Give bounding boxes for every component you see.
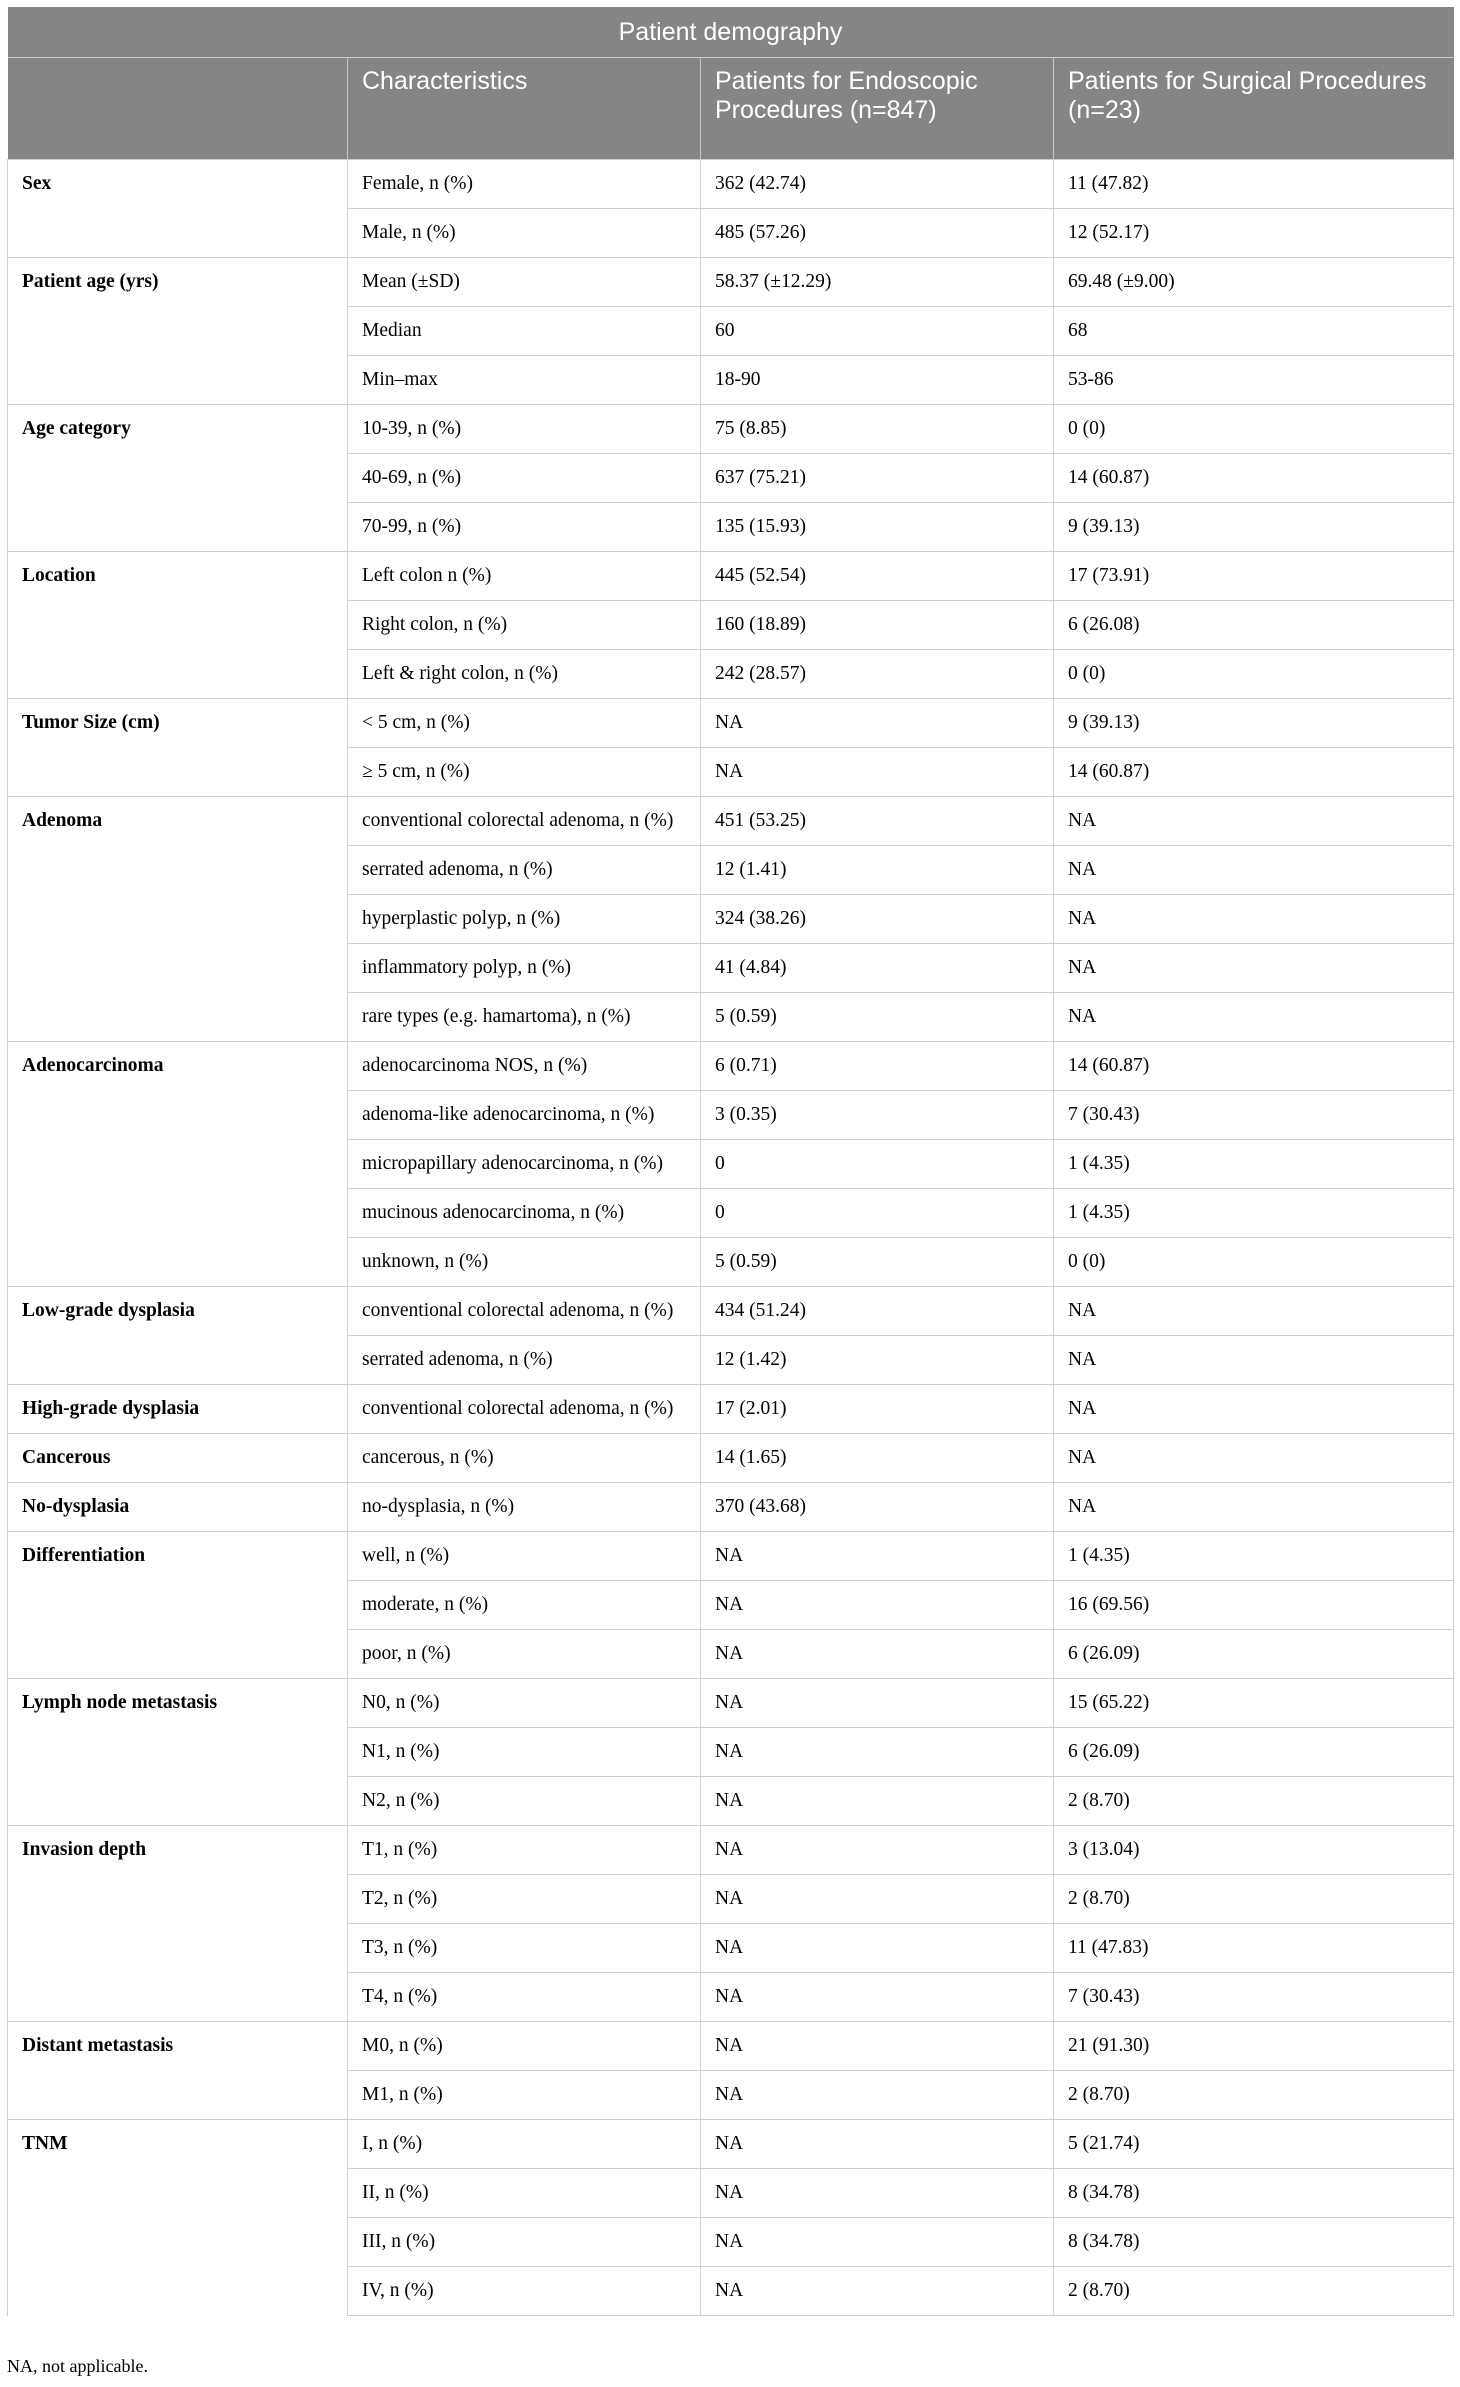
characteristic-cell: micropapillary adenocarcinoma, n (%) (348, 1140, 701, 1189)
category-cell: Adenocarcinoma (8, 1042, 348, 1287)
endoscopic-value-cell: NA (701, 1973, 1054, 2022)
characteristic-cell: II, n (%) (348, 2169, 701, 2218)
category-cell: Sex (8, 160, 348, 258)
table-row (8, 1434, 1454, 1483)
surgical-value-cell: 7 (30.43) (1054, 1973, 1454, 2022)
surgical-value-cell: 2 (8.70) (1054, 2267, 1454, 2316)
table-row (8, 1483, 1454, 1532)
endoscopic-value-cell: NA (701, 2071, 1054, 2120)
table-row (8, 1385, 1454, 1434)
endoscopic-value-cell: NA (701, 1777, 1054, 1826)
table-row (8, 552, 1454, 601)
endoscopic-value-cell: 0 (701, 1189, 1054, 1238)
characteristic-cell: Left & right colon, n (%) (348, 650, 701, 699)
endoscopic-value-cell: NA (701, 1728, 1054, 1777)
table-row (8, 1826, 1454, 1875)
surgical-value-cell: 5 (21.74) (1054, 2120, 1454, 2169)
surgical-value-cell: 2 (8.70) (1054, 2071, 1454, 2120)
header-characteristics: Characteristics (348, 58, 701, 160)
endoscopic-value-cell: 75 (8.85) (701, 405, 1054, 454)
endoscopic-value-cell: NA (701, 2169, 1054, 2218)
characteristic-cell: N0, n (%) (348, 1679, 701, 1728)
patient-demography-table (7, 7, 1454, 2316)
surgical-value-cell: NA (1054, 1434, 1454, 1483)
category-cell: Age category (8, 405, 348, 552)
surgical-value-cell: 15 (65.22) (1054, 1679, 1454, 1728)
surgical-value-cell: NA (1054, 1336, 1454, 1385)
endoscopic-value-cell: 324 (38.26) (701, 895, 1054, 944)
characteristic-cell: rare types (e.g. hamartoma), n (%) (348, 993, 701, 1042)
endoscopic-value-cell: NA (701, 1826, 1054, 1875)
endoscopic-value-cell: NA (701, 1630, 1054, 1679)
surgical-value-cell: 0 (0) (1054, 1238, 1454, 1287)
characteristic-cell: inflammatory polyp, n (%) (348, 944, 701, 993)
surgical-value-cell: 16 (69.56) (1054, 1581, 1454, 1630)
characteristic-cell: 40-69, n (%) (348, 454, 701, 503)
surgical-value-cell: 68 (1054, 307, 1454, 356)
characteristic-cell: N1, n (%) (348, 1728, 701, 1777)
category-cell: High-grade dysplasia (8, 1385, 348, 1434)
table-row (8, 160, 1454, 209)
characteristic-cell: mucinous adenocarcinoma, n (%) (348, 1189, 701, 1238)
endoscopic-value-cell: NA (701, 1581, 1054, 1630)
characteristic-cell: Left colon n (%) (348, 552, 701, 601)
endoscopic-value-cell: 17 (2.01) (701, 1385, 1054, 1434)
table-row (8, 1287, 1454, 1336)
characteristic-cell: poor, n (%) (348, 1630, 701, 1679)
surgical-value-cell: NA (1054, 797, 1454, 846)
characteristic-cell: well, n (%) (348, 1532, 701, 1581)
characteristic-cell: IV, n (%) (348, 2267, 701, 2316)
category-cell: Adenoma (8, 797, 348, 1042)
surgical-value-cell: NA (1054, 1287, 1454, 1336)
category-cell: Differentiation (8, 1532, 348, 1679)
endoscopic-value-cell: 362 (42.74) (701, 160, 1054, 209)
endoscopic-value-cell: NA (701, 748, 1054, 797)
surgical-value-cell: NA (1054, 1385, 1454, 1434)
characteristic-cell: serrated adenoma, n (%) (348, 846, 701, 895)
category-cell: Lymph node metastasis (8, 1679, 348, 1826)
characteristic-cell: T3, n (%) (348, 1924, 701, 1973)
table-title: Patient demography (8, 7, 1454, 58)
endoscopic-value-cell: 12 (1.41) (701, 846, 1054, 895)
characteristic-cell: I, n (%) (348, 2120, 701, 2169)
endoscopic-value-cell: 445 (52.54) (701, 552, 1054, 601)
category-cell: No-dysplasia (8, 1483, 348, 1532)
endoscopic-value-cell: 135 (15.93) (701, 503, 1054, 552)
surgical-value-cell: 14 (60.87) (1054, 1042, 1454, 1091)
table-container (7, 7, 1453, 2316)
endoscopic-value-cell: 160 (18.89) (701, 601, 1054, 650)
surgical-value-cell: 8 (34.78) (1054, 2169, 1454, 2218)
table-row (8, 2120, 1454, 2169)
surgical-value-cell: 21 (91.30) (1054, 2022, 1454, 2071)
characteristic-cell: Median (348, 307, 701, 356)
header-category (8, 58, 348, 160)
endoscopic-value-cell: NA (701, 1924, 1054, 1973)
characteristic-cell: T1, n (%) (348, 1826, 701, 1875)
table-body (8, 160, 1454, 2316)
surgical-value-cell: NA (1054, 993, 1454, 1042)
characteristic-cell: adenocarcinoma NOS, n (%) (348, 1042, 701, 1091)
endoscopic-value-cell: NA (701, 2022, 1054, 2071)
table-row (8, 258, 1454, 307)
table-row (8, 405, 1454, 454)
endoscopic-value-cell: 6 (0.71) (701, 1042, 1054, 1091)
characteristic-cell: unknown, n (%) (348, 1238, 701, 1287)
surgical-value-cell: 2 (8.70) (1054, 1875, 1454, 1924)
surgical-value-cell: 1 (4.35) (1054, 1532, 1454, 1581)
surgical-value-cell: 14 (60.87) (1054, 454, 1454, 503)
endoscopic-value-cell: 58.37 (±12.29) (701, 258, 1054, 307)
characteristic-cell: N2, n (%) (348, 1777, 701, 1826)
characteristic-cell: 10-39, n (%) (348, 405, 701, 454)
surgical-value-cell: 9 (39.13) (1054, 503, 1454, 552)
characteristic-cell: serrated adenoma, n (%) (348, 1336, 701, 1385)
endoscopic-value-cell: 41 (4.84) (701, 944, 1054, 993)
endoscopic-value-cell: 434 (51.24) (701, 1287, 1054, 1336)
characteristic-cell: T4, n (%) (348, 1973, 701, 2022)
endoscopic-value-cell: 3 (0.35) (701, 1091, 1054, 1140)
characteristic-cell: Right colon, n (%) (348, 601, 701, 650)
surgical-value-cell: NA (1054, 1483, 1454, 1532)
characteristic-cell: M1, n (%) (348, 2071, 701, 2120)
surgical-value-cell: 69.48 (±9.00) (1054, 258, 1454, 307)
characteristic-cell: no-dysplasia, n (%) (348, 1483, 701, 1532)
surgical-value-cell: 6 (26.08) (1054, 601, 1454, 650)
category-cell: Tumor Size (cm) (8, 699, 348, 797)
table-row (8, 1532, 1454, 1581)
characteristic-cell: Female, n (%) (348, 160, 701, 209)
endoscopic-value-cell: NA (701, 2218, 1054, 2267)
surgical-value-cell: 14 (60.87) (1054, 748, 1454, 797)
characteristic-cell: conventional colorectal adenoma, n (%) (348, 797, 701, 846)
surgical-value-cell: 6 (26.09) (1054, 1728, 1454, 1777)
surgical-value-cell: 11 (47.83) (1054, 1924, 1454, 1973)
characteristic-cell: ≥ 5 cm, n (%) (348, 748, 701, 797)
category-cell: Distant metastasis (8, 2022, 348, 2120)
endoscopic-value-cell: 18-90 (701, 356, 1054, 405)
endoscopic-value-cell: NA (701, 2120, 1054, 2169)
table-row (8, 1042, 1454, 1091)
table-footnote: NA, not applicable. (7, 2356, 148, 2376)
category-cell: Cancerous (8, 1434, 348, 1483)
characteristic-cell: hyperplastic polyp, n (%) (348, 895, 701, 944)
category-cell: Location (8, 552, 348, 699)
endoscopic-value-cell: 5 (0.59) (701, 1238, 1054, 1287)
endoscopic-value-cell: NA (701, 699, 1054, 748)
endoscopic-value-cell: 5 (0.59) (701, 993, 1054, 1042)
surgical-value-cell: 12 (52.17) (1054, 209, 1454, 258)
category-cell: TNM (8, 2120, 348, 2316)
header-endoscopic: Patients for Endoscopic Procedures (n=847) (701, 58, 1054, 160)
surgical-value-cell: 9 (39.13) (1054, 699, 1454, 748)
surgical-value-cell: 0 (0) (1054, 650, 1454, 699)
endoscopic-value-cell: 0 (701, 1140, 1054, 1189)
characteristic-cell: < 5 cm, n (%) (348, 699, 701, 748)
characteristic-cell: T2, n (%) (348, 1875, 701, 1924)
characteristic-cell: moderate, n (%) (348, 1581, 701, 1630)
endoscopic-value-cell: 14 (1.65) (701, 1434, 1054, 1483)
surgical-value-cell: NA (1054, 895, 1454, 944)
endoscopic-value-cell: 637 (75.21) (701, 454, 1054, 503)
category-cell: Low-grade dysplasia (8, 1287, 348, 1385)
table-row (8, 699, 1454, 748)
endoscopic-value-cell: NA (701, 1679, 1054, 1728)
endoscopic-value-cell: NA (701, 1532, 1054, 1581)
characteristic-cell: Mean (±SD) (348, 258, 701, 307)
surgical-value-cell: 2 (8.70) (1054, 1777, 1454, 1826)
table-row (8, 1679, 1454, 1728)
characteristic-cell: Male, n (%) (348, 209, 701, 258)
characteristic-cell: 70-99, n (%) (348, 503, 701, 552)
surgical-value-cell: 53-86 (1054, 356, 1454, 405)
characteristic-cell: conventional colorectal adenoma, n (%) (348, 1385, 701, 1434)
endoscopic-value-cell: NA (701, 1875, 1054, 1924)
category-cell: Invasion depth (8, 1826, 348, 2022)
characteristic-cell: III, n (%) (348, 2218, 701, 2267)
category-cell: Patient age (yrs) (8, 258, 348, 405)
surgical-value-cell: 1 (4.35) (1054, 1140, 1454, 1189)
surgical-value-cell: NA (1054, 944, 1454, 993)
surgical-value-cell: 8 (34.78) (1054, 2218, 1454, 2267)
characteristic-cell: Min–max (348, 356, 701, 405)
table-row (8, 797, 1454, 846)
characteristic-cell: M0, n (%) (348, 2022, 701, 2071)
surgical-value-cell: 7 (30.43) (1054, 1091, 1454, 1140)
surgical-value-cell: 0 (0) (1054, 405, 1454, 454)
endoscopic-value-cell: 370 (43.68) (701, 1483, 1054, 1532)
surgical-value-cell: 11 (47.82) (1054, 160, 1454, 209)
endoscopic-value-cell: 60 (701, 307, 1054, 356)
endoscopic-value-cell: 242 (28.57) (701, 650, 1054, 699)
characteristic-cell: conventional colorectal adenoma, n (%) (348, 1287, 701, 1336)
surgical-value-cell: 1 (4.35) (1054, 1189, 1454, 1238)
table-row (8, 2022, 1454, 2071)
surgical-value-cell: 6 (26.09) (1054, 1630, 1454, 1679)
characteristic-cell: adenoma-like adenocarcinoma, n (%) (348, 1091, 701, 1140)
endoscopic-value-cell: 451 (53.25) (701, 797, 1054, 846)
surgical-value-cell: 17 (73.91) (1054, 552, 1454, 601)
surgical-value-cell: 3 (13.04) (1054, 1826, 1454, 1875)
surgical-value-cell: NA (1054, 846, 1454, 895)
endoscopic-value-cell: 12 (1.42) (701, 1336, 1054, 1385)
characteristic-cell: cancerous, n (%) (348, 1434, 701, 1483)
endoscopic-value-cell: NA (701, 2267, 1054, 2316)
endoscopic-value-cell: 485 (57.26) (701, 209, 1054, 258)
header-surgical: Patients for Surgical Procedures (n=23) (1054, 58, 1454, 160)
